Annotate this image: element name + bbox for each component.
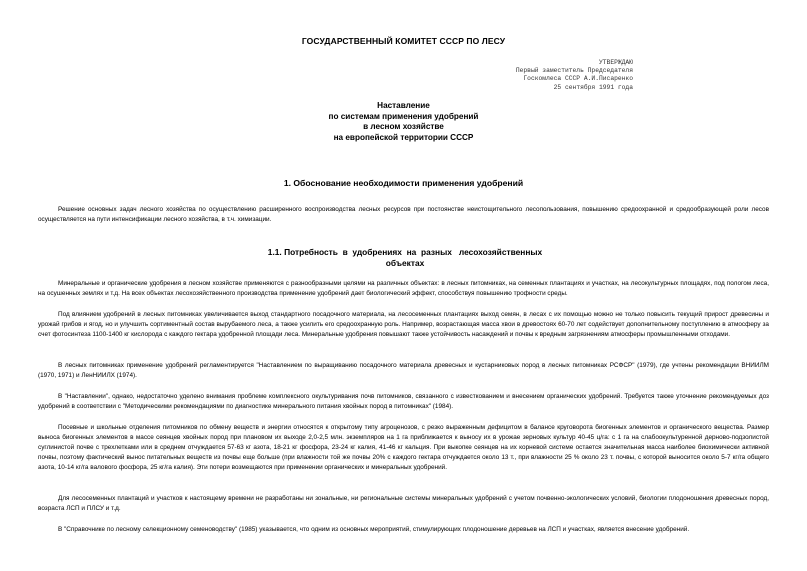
organization-header: ГОСУДАРСТВЕННЫЙ КОМИТЕТ СССР ПО ЛЕСУ	[301, 36, 506, 46]
paragraph: В "Наставлении", однако, недостаточно уделено внимания проблеме комплексного окультуривания почв питомников, связанного с известкованием и внесением органических удобрений. Требуется также уточнение рекомендуемых доз удобрений в соответствии с "Методическими рекомендациями по диагностике минерального питания хвойных пород в питомниках" (1984).	[38, 393, 769, 410]
approval-line: УТВЕРЖДАЮ	[598, 59, 633, 66]
paragraph: Под влиянием удобрений в лесных питомниках увеличивается выход стандартного посадочного материала, на лесосеменных плантациях выход семян, в лесах с их помощью можно не только повысить текущий прирост древесины и урожай грибов и ягод, но и улучшить сортиментный состав вырубаемого леса, а также усилить его средоохранную роль. Например, возрастающая масса хвои в древостоях 60-70 лет содействует дополнительному поступлению в атмосферу за счет фотосинтеза 1100-1400 кг кислорода с каждого гектара удобренной площади леса. Минеральные удобрения повышают также устойчивость насаждений и почвы к вредным загрязнениям атмосферы промышленными отходами.	[38, 311, 769, 338]
heading-line: объектах	[385, 257, 425, 268]
approval-line: 25 сентября 1991 года	[553, 83, 633, 91]
section-1-paragraph: Решение основных задач лесного хозяйства по осуществлению расширенного воспроизводства лесных ресурсов при постоянстве неистощительного лесопользования, повышению средоохранной и средообразующей роли лесов осуществляется на пути интенсификации лесного хозяйства, в т.ч. химизации.	[38, 206, 769, 223]
paragraph: В лесных питомниках применение удобрений регламентируется "Наставлением по выращиванию посадочного материала древесных и кустарниковых пород в лесных питомниках РСФСР" (1979), где учтены рекомендации ВНИИЛМ (1970, 1971) и ЛенНИИЛХ (1974).	[38, 362, 769, 379]
heading-line: 1.1. Потребность в удобрениях на разных лесохозяйственных	[267, 247, 543, 257]
paragraph: В "Справочнике по лесному селекционному семеноводству" (1985) указывается, что одним из основных мероприятий, стимулирующих плодоношение деревьев на ЛСП и участках, является внесение удобрений.	[58, 526, 690, 533]
title-line: на европейской территории СССР	[333, 132, 474, 142]
approval-line: Госкомлеса СССР А.И.Писаренко	[523, 75, 633, 83]
title-line: Наставление	[377, 101, 430, 110]
document-title	[0, 101, 807, 143]
paragraph: Для лесосеменных плантаций и участков к настоящему времени не разработаны ни зональные, ни региональные системы минеральных удобрений с учетом почвенно-экологических условий, биологии плодоношения древесных пород, возраста ЛСП и ПЛСУ и т.д.	[38, 495, 769, 512]
approval-line: Первый заместитель Председателя	[515, 67, 633, 75]
approval-stamp	[488, 59, 633, 92]
paragraph: Посевные и школьные отделения питомников по обмену веществ и энергии относятся к открытому типу агроценозов, с резко выраженным дефицитом в балансе круговорота биогенных элементов и органического вещества. Размер выноса биогенных элементов в массе сеянцев хвойных пород при плановом их выходе 2,0-2,5 млн. экземпляров на 1 га приближается к выносу их в урожае зерновых культур 40-45 ц/га: с 1 га на слабоокультуренной дерново-подзолистой суглинистой почве с трехлетками или в среднем отчуждается 57-63 кг азота, 18-21 кг фосфора, 23-24 кг калия, 41-46 кг кальция. При выкопке сеянцев на их корневой системе остается значительная масса наиболее биохимически активной почвы, поэтому фактический вынос питательных веществ из почвы еще больше (при влажности той же почвы 20% с каждого гектара отчуждается около 13 т., при влажности 25 % около 23 т. почвы, с которой выносится около 5-7 кг/га общего азота, 10-14 кг/га валового фосфора, 25 кг/га калия). Эти потери возмещаются при применении органических и минеральных удобрений.	[38, 424, 769, 471]
paragraph: Минеральные и органические удобрения в лесном хозяйстве применяются с разнообразными целями на различных объектах: в лесных питомниках, на семенных плантациях и участках, на лесокультурных площадях, под пологом леса, на осушенных землях и т.д. На всех объектах лесохозяйственного производства применение удобрений дает биологический эффект, способствуя повышению трофности среды.	[38, 280, 769, 297]
title-line: в лесном хозяйстве	[363, 122, 444, 131]
title-line: по системам применения удобрений	[328, 111, 479, 121]
section-1-heading: 1. Обоснование необходимости применения удобрений	[283, 178, 524, 188]
section-1-1-heading	[250, 247, 560, 268]
